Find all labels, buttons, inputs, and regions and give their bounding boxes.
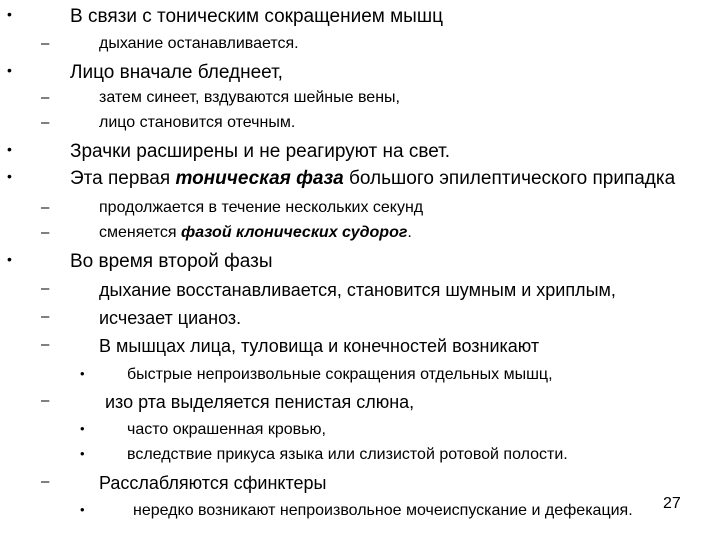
sub-text: продолжается в течение нескольких секунд bbox=[99, 199, 424, 216]
bullet-marker: • bbox=[80, 502, 85, 517]
bullet-text: В связи с тоническим сокращением мышц bbox=[70, 6, 443, 27]
text-part: большого эпилептического припадка bbox=[343, 168, 676, 189]
sub-text: дыхание останавливается. bbox=[99, 35, 299, 52]
dash-marker: – bbox=[41, 473, 50, 490]
text-part: сменяется bbox=[99, 224, 182, 241]
bullet-text: Лицо вначале бледнеет, bbox=[70, 62, 283, 83]
bullet-marker: • bbox=[7, 168, 12, 184]
dash-marker: – bbox=[41, 308, 50, 325]
sub-text: изо рта выделяется пенистая слюна, bbox=[105, 392, 415, 412]
dash-marker: – bbox=[41, 224, 50, 241]
text-part: Эта первая bbox=[70, 168, 176, 189]
bullet-text: Во время второй фазы bbox=[70, 251, 273, 272]
subsub-text: вследствие прикуса языка или слизистой ротовой полости. bbox=[127, 446, 568, 463]
bullet-text bbox=[70, 168, 675, 190]
page-number: 27 bbox=[663, 495, 681, 512]
sub-text: исчезает цианоз. bbox=[99, 308, 242, 328]
dash-marker: – bbox=[41, 392, 50, 409]
sub-text bbox=[99, 224, 412, 242]
emphasis-term: тоническая фаза bbox=[175, 168, 344, 189]
subsub-text: часто окрашенная кровью, bbox=[127, 421, 326, 438]
bullet-marker: • bbox=[80, 446, 85, 461]
sub-text: В мышцах лица, туловища и конечностей возникают bbox=[99, 336, 540, 356]
bullet-text: Зрачки расширены и не реагируют на свет. bbox=[70, 141, 451, 162]
subsub-text: нередко возникают непроизвольное мочеиспускание и дефекация. bbox=[133, 502, 633, 519]
dash-marker: – bbox=[41, 35, 50, 52]
bullet-marker: • bbox=[7, 6, 12, 22]
bullet-marker: • bbox=[7, 141, 12, 157]
bullet-marker: • bbox=[80, 366, 85, 381]
dash-marker: – bbox=[41, 199, 50, 216]
dash-marker: – bbox=[41, 336, 50, 353]
sub-text: затем синеет, вздуваются шейные вены, bbox=[99, 89, 400, 106]
dash-marker: – bbox=[41, 280, 50, 297]
text-part: . bbox=[407, 224, 412, 241]
dash-marker: – bbox=[41, 114, 50, 131]
sub-text: дыхание восстанавливается, становится шумным и хриплым, bbox=[99, 280, 616, 300]
bullet-marker: • bbox=[80, 421, 85, 436]
bullet-marker: • bbox=[7, 251, 12, 267]
sub-text: лицо становится отечным. bbox=[99, 114, 296, 131]
sub-text: Расслабляются сфинктеры bbox=[99, 473, 327, 493]
subsub-text: быстрые непроизвольные сокращения отдельных мышц, bbox=[127, 366, 553, 383]
emphasis-term: фазой клонических судорог bbox=[181, 224, 408, 241]
dash-marker: – bbox=[41, 89, 50, 106]
bullet-marker: • bbox=[7, 62, 12, 78]
